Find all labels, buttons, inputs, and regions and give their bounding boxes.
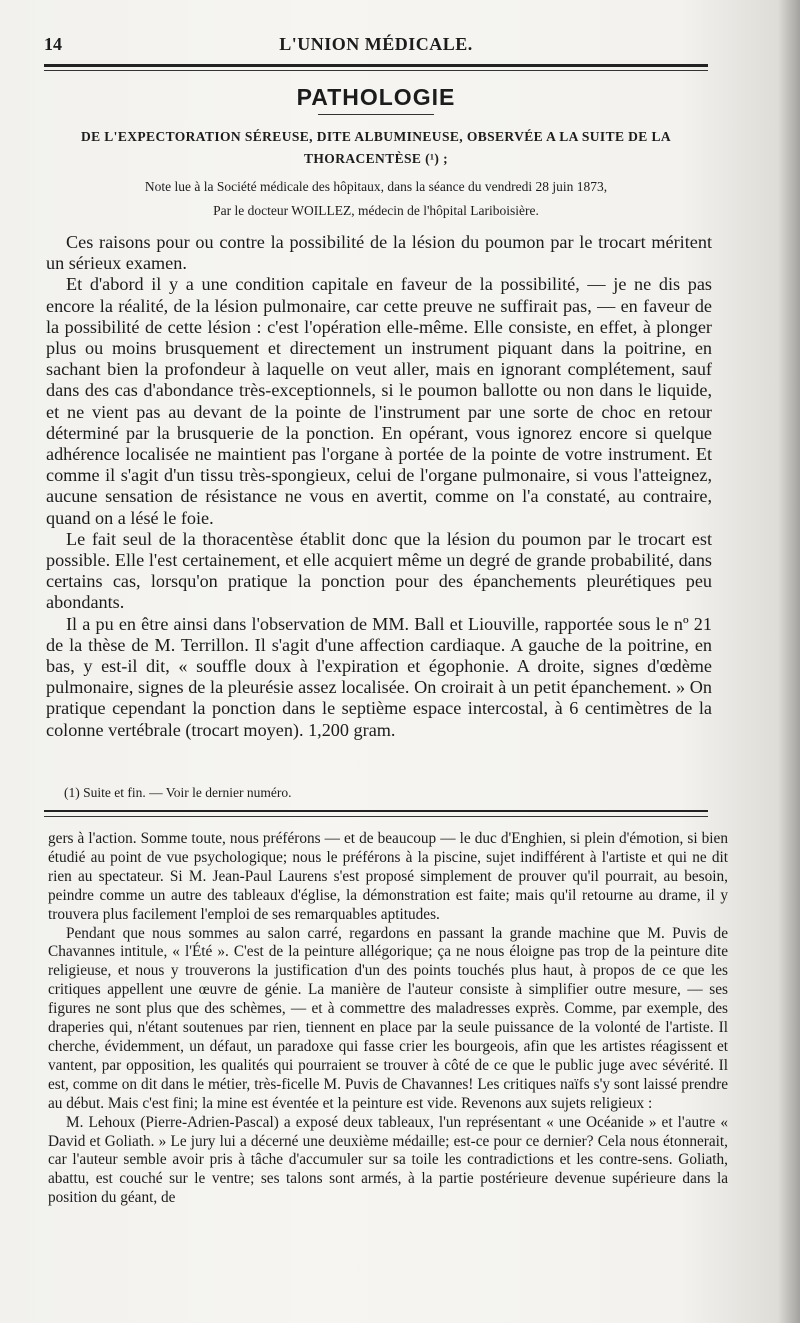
feuilleton-separator-thick [44, 810, 708, 812]
article-title [48, 126, 704, 170]
running-title: L'UNION MÉDICALE. [279, 34, 473, 54]
section-rule [318, 114, 434, 115]
section-title: PATHOLOGIE [296, 84, 456, 110]
article-title-line-2: THORACENTÈSE (¹) ; [303, 151, 448, 166]
article-paragraph: Et d'abord il y a une condition capitale en faveur de la possibilité, — je ne dis pas encore la réalité, de la lésion pulmonaire, car cette preuve ne suffirait pas, — en faveur de la possibilité de cette lésion : c'est l'opération elle-même. Elle consiste, en effet, à plonger plus ou moins brusquement et directement un instrument piquant dans la poitrine, en sachant bien la profondeur à laquelle on veut aller, mais en ignorant complétement, sauf dans des cas d'abondance très-exceptionnels, si le poumon ballotte ou non dans le liquide, et ne vient pas au devant de la pointe de l'instrument par une sorte de choc en retour déterminé par la brusquerie de la ponction. En opérant, vous ignorez encore si quelque adhérence localisée ne maintient pas l'organe à portée de la pointe de votre instrument. Et comme il s'agit d'un tissu très-spongieux, celui de l'organe pulmonaire, si vous l'atteignez, aucune sensation de résistance ne vous en avertit, comme on l'a constaté, au contraire, quand on a lésé le foie. [46, 274, 712, 528]
presentation-note: Note lue à la Société médicale des hôpitaux, dans la séance du vendredi 28 juin 1873, [144, 179, 608, 194]
feuilleton-paragraph: Pendant que nous sommes au salon carré, regardons en passant la grande machine que M. Puvis de Chavannes intitule, « l'Été ». C'est de la peinture allégorique; ça ne nous éloigne pas trop de la peinture dite religieuse, et nous y trouverons la justification d'un des points touchés plus haut, à propos de ce que les critiques appellent une œuvre de génie. La manière de l'auteur consiste à simplifier outre mesure, — ses figures ne sont plus que des schèmes, — et à commettre des maladresses exprès. Comme, par exemple, des draperies qui, n'étant soutenues par rien, tiennent en place par la seule puissance de la volonté de l'artiste. Il cherche, évidemment, un défaut, un paradoxe qui fasse crier les bourgeois, afin que les artistes réagissent et vantent, par opposition, les qualités qui pourraient se trouver à côté de ce que le public juge avec sévérité. Il est, comme on dit dans le métier, très-ficelle M. Puvis de Chavannes! Les critiques naïfs s'y sont laissé prendre au début. Mais c'est fini; la mine est éventée et la peinture est vide. Revenons aux sujets religieux : [48, 924, 728, 1112]
feuilleton-separator-thin [44, 816, 708, 817]
article-paragraph: Ces raisons pour ou contre la possibilité de la lésion du poumon par le trocart méritent un sérieux examen. [46, 232, 712, 274]
footnote: (1) Suite et fin. — Voir le dernier numéro. [64, 785, 292, 800]
article-paragraph: Il a pu en être ainsi dans l'observation de MM. Ball et Liouville, rapportée sous le nº 21 de la thèse de M. Terrillon. Il s'agit d'une affection cardiaque. A gauche de la poitrine, en bas, y est-il dit, « souffle doux à l'expiration et égophonie. A droite, signes d'œdème pulmonaire, signes de la pleurésie assez localisée. On croirait à un petit épanchement. » On pratique cependant la ponction dans le septième espace intercostal, à 6 centimètres de la colonne vertébrale (trocart moyen). 1,200 gram. [46, 613, 712, 740]
article-paragraph: Le fait seul de la thoracentèse établit donc que la lésion du poumon par le trocart est possible. Elle l'est certainement, et elle acquiert même un degré de grande probabilité, dans certains cas, lorsqu'on pratique la ponction pour des épanchements pleurétiques peu abondants. [46, 528, 712, 613]
feuilleton-paragraph: M. Lehoux (Pierre-Adrien-Pascal) a exposé deux tableaux, l'un représentant « une Océanide » et l'autre « David et Goliath. » Le jury lui a décerné une deuxième médaille; est-ce pour ce dernier? Cela nous étonnerait, car l'auteur semble avoir pris à tâche d'accumuler sur sa toile les contradictions et les contre-sens. Goliath, abattu, est couché sur le ventre; ses talons sont armés, à la partie postérieure devenue supérieure dans la position du géant, de [48, 1113, 728, 1207]
feuilleton-paragraph: gers à l'action. Somme toute, nous préférons — et de beaucoup — le duc d'Enghien, si plein d'émotion, si bien étudié au point de vue psychologique; nous le préférons à la piscine, sujet indifférent à l'artiste et qui ne dit rien au spectateur. Si M. Jean-Paul Laurens s'est proposé simplement de prouver qu'il pourrait, au besoin, peindre comme un autre des tableaux d'église, la démonstration est faite; mais qu'il retourne au drame, il y trouvera plus facilement l'emploi de ses remarquables aptitudes. [48, 830, 728, 923]
header-rule-thick [44, 64, 708, 67]
feuilleton-text [48, 830, 728, 1208]
page-edge-shadow [778, 0, 800, 1323]
article-body [46, 232, 712, 741]
article-title-line-1: DE L'EXPECTORATION SÉREUSE, DITE ALBUMINEUSE, OBSERVÉE A LA SUITE DE LA [80, 129, 672, 144]
author-line: Par le docteur WOILLEZ, médecin de l'hôpital Lariboisière. [213, 203, 539, 218]
page-number: 14 [44, 34, 62, 54]
page-header [44, 34, 708, 58]
header-rule-thin [44, 70, 708, 71]
